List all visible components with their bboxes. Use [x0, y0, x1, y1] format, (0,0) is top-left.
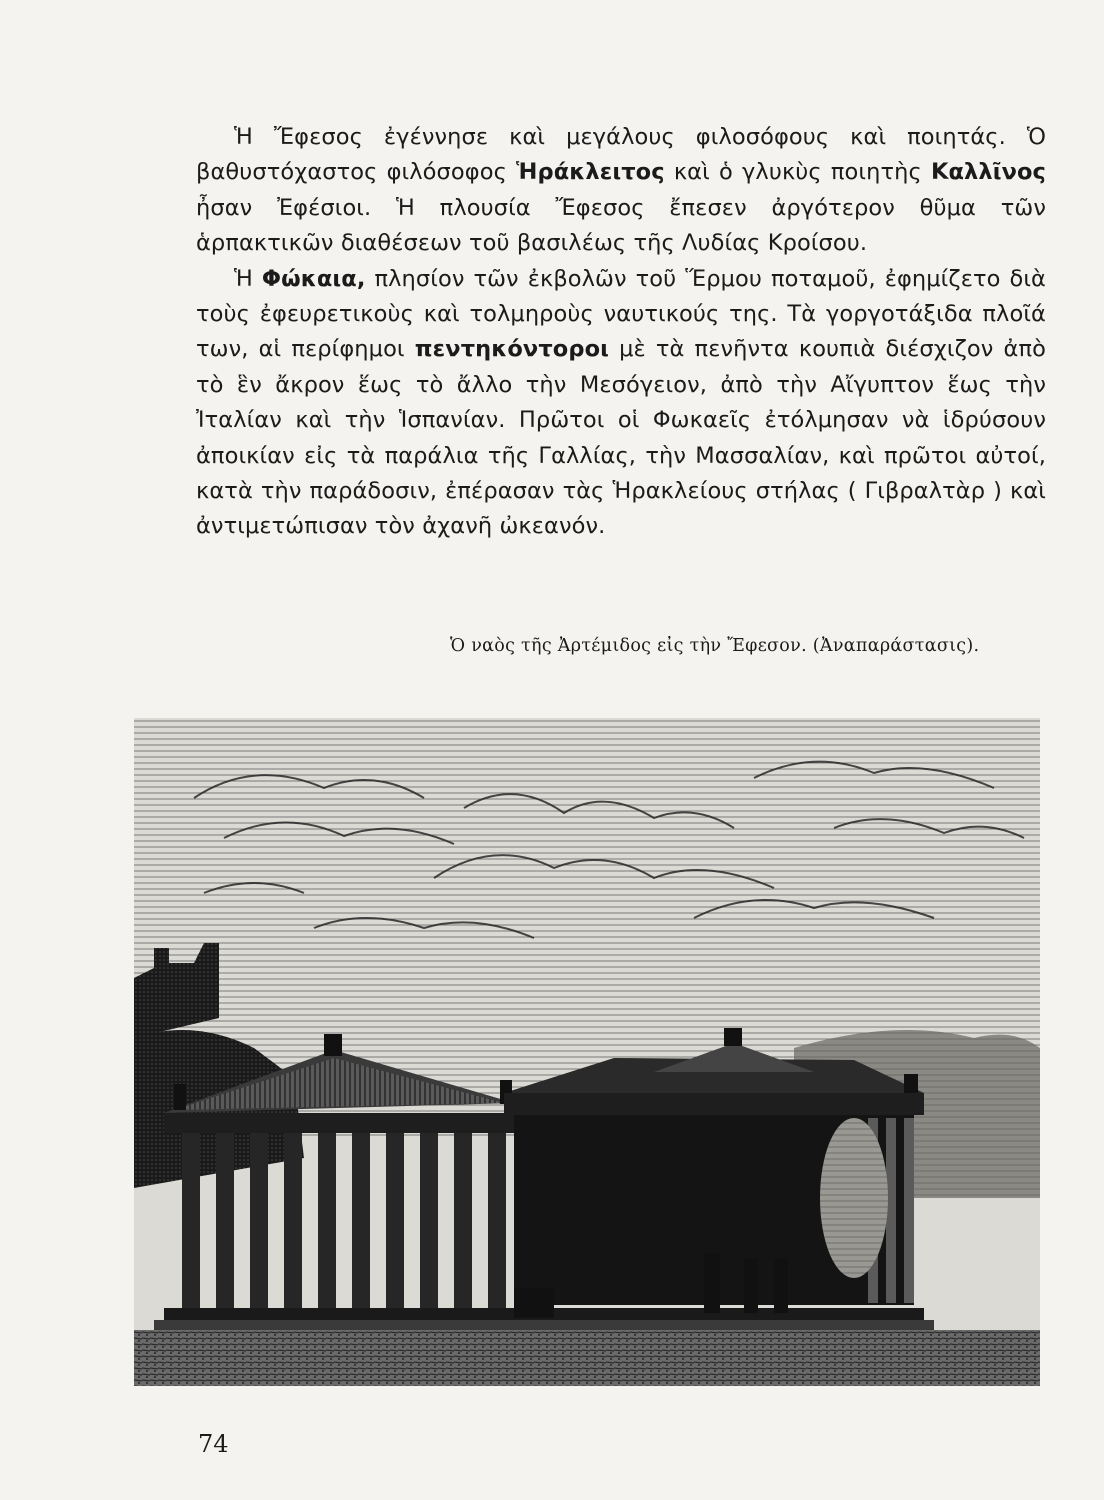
temple-of-artemis-illustration	[134, 718, 1040, 1386]
text-run: πλησίον τῶν ἐκβολῶν τοῦ Ἕρμου ποταμοῦ, ἐφημίζετο διὰ τοὺς ἐφευρετικοὺς καὶ τολμηροὺς ναυτικούς της. Τὰ γοργοτάξιδα πλοῖά των, αἱ περίφημοι	[196, 265, 1046, 363]
bold-term: Φώκαια,	[261, 265, 366, 292]
text-run: ἦσαν Ἐφέσιοι. Ἡ πλουσία Ἔφεσος ἔπεσεν ἀργότερον θῦμα τῶν ἁρπακτικῶν διαθέσεων τοῦ βασιλέως τῆς Λυδίας Κροίσου.	[196, 194, 1046, 257]
page-number: 74	[198, 1430, 229, 1458]
text-run: μὲ τὰ πενῆντα κουπιὰ διέσχιζον ἀπὸ τὸ ἓν ἄκρον ἕως τὸ ἄλλο τὴν Μεσόγειον, ἀπὸ τὴν Αἴγυπτον ἕως τὴν Ἰταλίαν καὶ τὴν Ἱσπανίαν. Πρῶτοι οἱ Φωκαεῖς ἐτόλμησαν νὰ ἱδρύσουν ἀποικίαν εἰς τὰ παράλια τῆς Γαλλίας, τὴν Μασσαλίαν, καὶ πρῶτοι αὐτοί, κατὰ τὴν παράδοσιν, ἐπέρασαν τὰς Ἡρακλείους στήλας ( Γιβραλτὰρ ) καὶ ἀντιμετώπισαν τὸν ἀχανῆ ὠκεανόν.	[196, 336, 1046, 540]
temple-engraving-icon	[134, 718, 1040, 1386]
text-run: Ἡ	[234, 265, 262, 292]
bold-term: Ἡράκλειτος	[516, 159, 665, 186]
body-text	[196, 120, 1046, 545]
paragraph-phocaea	[196, 262, 1046, 545]
bold-term: πεντηκόντοροι	[414, 336, 609, 363]
text-run: Ἡ Ἔφεσος ἐγέννησε καὶ μεγάλους φιλοσόφους καὶ ποιητάς. Ὁ βαθυστόχαστος φιλόσοφος	[196, 124, 1046, 186]
bold-term: Καλλῖνος	[930, 159, 1046, 186]
paragraph-ephesus	[196, 120, 1046, 262]
text-run: καὶ ὁ γλυκὺς ποιητὴς	[664, 159, 931, 186]
figure-caption: Ὁ ναὸς τῆς Ἀρτέμιδος εἰς τὴν Ἔφεσον. (Ἀναπαράστασις).	[450, 636, 980, 656]
